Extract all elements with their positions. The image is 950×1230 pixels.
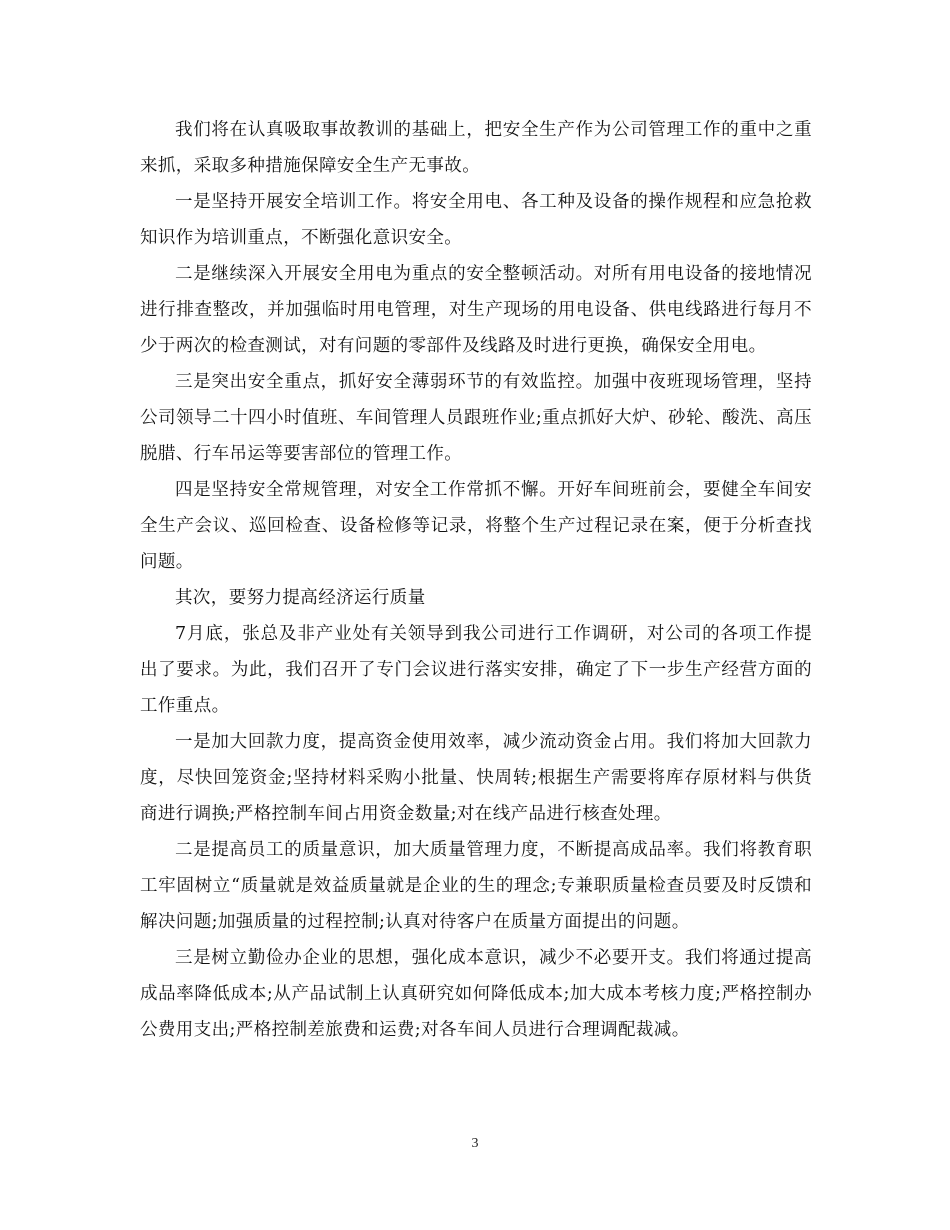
paragraph-8: 一是加大回款力度，提高资金使用效率，减少流动资金占用。我们将加大回款力度，尽快回笼资金;坚持材料采购小批量、快周转;根据生产需要将库存原材料与供货商进行调换;严格控制车间占用资金数量;对在线产品进行核查处理。: [140, 732, 812, 824]
document-body: [140, 112, 812, 1048]
page-number: 3: [471, 1136, 479, 1151]
section-heading: 其次，要努力提高经济运行质量: [175, 588, 426, 608]
paragraph-7: 7月底，张总及非产业处有关领导到我公司进行工作调研，对公司的各项工作提出了要求。为此，我们召开了专门会议进行落实安排，确定了下一步生产经营方面的工作重点。: [140, 624, 812, 716]
paragraph-4: 三是突出安全重点，抓好安全薄弱环节的有效监控。加强中夜班现场管理，坚持公司领导二十四小时值班、车间管理人员跟班作业;重点抓好大炉、砂轮、酸洗、高压脱腊、行车吊运等要害部位的管理工作。: [140, 372, 812, 464]
paragraph-9: 二是提高员工的质量意识，加大质量管理力度，不断提高成品率。我们将教育职工牢固树立“质量就是效益质量就是企业的生的理念;专兼职质量检查员要及时反馈和解决问题;加强质量的过程控制;认真对待客户在质量方面提出的问题。: [140, 840, 812, 932]
paragraph-2: 一是坚持开展安全培训工作。将安全用电、各工种及设备的操作规程和应急抢救知识作为培训重点，不断强化意识安全。: [140, 192, 812, 248]
paragraph-5: 四是坚持安全常规管理，对安全工作常抓不懈。开好车间班前会，要健全车间安全生产会议、巡回检查、设备检修等记录，将整个生产过程记录在案，便于分析查找问题。: [140, 480, 812, 572]
paragraph-10: 三是树立勤俭办企业的思想，强化成本意识，减少不必要开支。我们将通过提高成品率降低成本;从产品试制上认真研究如何降低成本;加大成本考核力度;严格控制办公费用支出;严格控制差旅费和运费;对各车间人员进行合理调配裁减。: [140, 948, 812, 1040]
paragraph-1: 我们将在认真吸取事故教训的基础上，把安全生产作为公司管理工作的重中之重来抓，采取多种措施保障安全生产无事故。: [140, 120, 812, 176]
paragraph-3: 二是继续深入开展安全用电为重点的安全整顿活动。对所有用电设备的接地情况进行排查整改，并加强临时用电管理，对生产现场的用电设备、供电线路进行每月不少于两次的检查测试，对有问题的零部件及线路及时进行更换，确保安全用电。: [140, 264, 812, 356]
